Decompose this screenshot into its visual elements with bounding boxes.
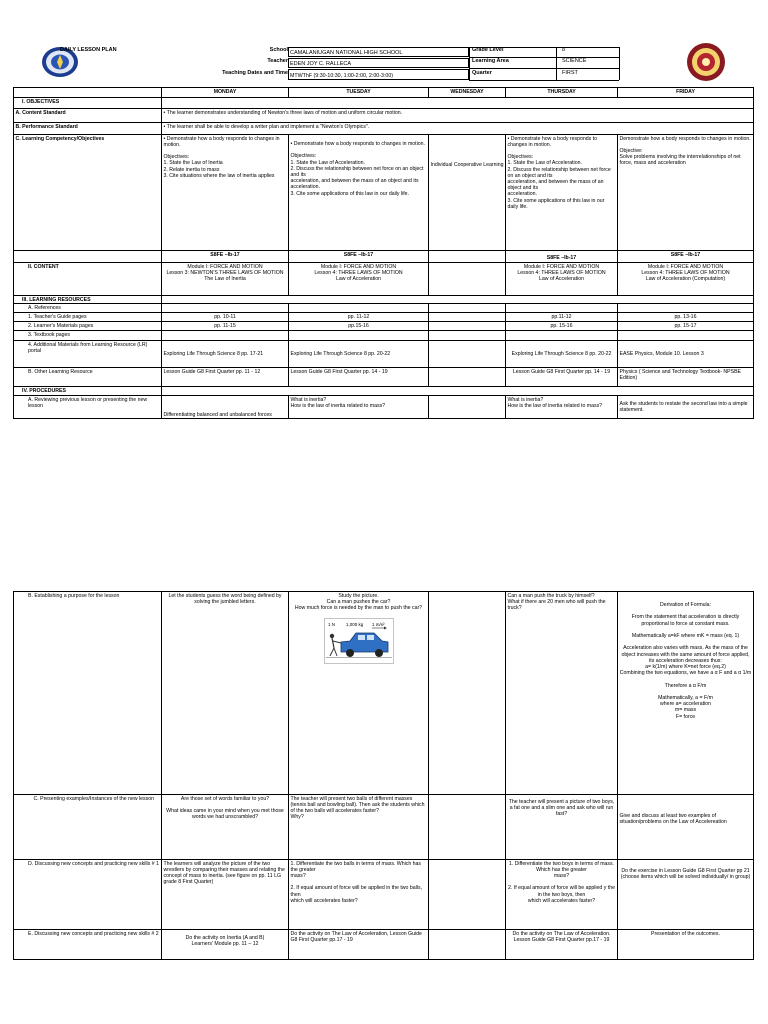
- tg-label: 1. Teacher's Guide pages: [14, 313, 162, 322]
- references-label: A. References: [14, 304, 162, 313]
- content-heading: II. CONTENT: [14, 263, 162, 296]
- content-friday: Module I: FORCE AND MOTION Lesson 4: THREE LAWS OF MOTION Law of Acceleration (Computation): [618, 263, 754, 296]
- competency-label: C. Learning Competency/Objectives: [14, 135, 162, 251]
- code-friday: S8FE –Ib-17: [618, 251, 754, 263]
- performance-standard-label: B. Performance Standard: [14, 123, 162, 135]
- competency-thursday: • Demonstrate how a body responds to changes in motion. Objectives: 1. State the Law of Acceleration. 2. Discuss the relationship between net force on an object and its acceleration, and between the mass of an object and its acceleration. 3. Cite some applications of this law in our daily life.: [506, 135, 618, 251]
- code-tuesday: S8FE –Ib-17: [289, 251, 429, 263]
- proc-e-tuesday: Do the activity on The Law of Acceleration, Lesson Guide G8 First Quarter pp.17 - 19: [289, 930, 429, 960]
- proc-b-tuesday: Study the picture. Can a man pushes the car? How much force is needed by the man to push the car?: [294, 592, 423, 611]
- day-header-tuesday: TUESDAY: [289, 88, 429, 98]
- additional-monday: Exploring Life Through Science 8 pp. 17-21: [162, 341, 289, 368]
- car-speed-label: 1 m/s²: [371, 622, 385, 628]
- competency-wednesday: Individual Cooperative Learning: [429, 135, 506, 251]
- other-monday: Lesson Guide G8 First Quarter pp. 11 - 12: [162, 368, 289, 387]
- lm-monday: pp. 11-15: [162, 322, 289, 331]
- proc-a-thursday: What is inertia? How is the law of inertia related to mass?: [506, 396, 618, 419]
- teacher-value: EDEN JOY C. RALLECA: [288, 58, 469, 68]
- other-tuesday: Lesson Guide G8 First Quarter pp. 14 - 19: [289, 368, 429, 387]
- proc-d-monday: The learners will analyze the picture of the two wrestlers by comparing their masses and relating the concept of mass to inertia. (see figure on pp. 11 LG grade 8 First Quarter): [162, 860, 289, 930]
- lm-label: 2. Learner's Materials pages: [14, 322, 162, 331]
- proc-b-monday: Let the students guess the word being defined by solving the jumbled letters.: [162, 592, 289, 795]
- proc-c-friday: Give and discuss at least two examples of situation/problems on the Law of Accelereation: [618, 795, 754, 860]
- lesson-plan-table-top: [13, 87, 754, 419]
- car-force-label: 1 N: [327, 622, 335, 628]
- man-pushing-car-image: [324, 618, 394, 664]
- proc-a-monday: Differentiating balanced and unbalanced forces: [162, 396, 289, 419]
- tg-friday: pp. 13-16: [618, 313, 754, 322]
- proc-d-thursday: 1. Differentiate the two boys in terms of mass. Which has the greater mass? 2. If equal amount of force will be applied y the in the two boys, then which will accelerates faster?: [506, 860, 618, 930]
- objectives-heading: I. OBJECTIVES: [14, 98, 162, 109]
- proc-b-tuesday-cell: [289, 592, 429, 795]
- proc-a-label: A. Reviewing previous lesson or presenting the new lesson: [14, 396, 162, 419]
- resources-heading: III. LEARNING RESOURCES: [14, 296, 162, 304]
- additional-friday: EASE Physics, Module 10. Lesson 3: [618, 341, 754, 368]
- proc-d-friday: Do the exercise in Lesson Guide G8 First Quarter pp 21 (choose items which will be solved individually/ in group): [618, 860, 754, 930]
- day-header-wednesday: WEDNESDAY: [429, 88, 506, 98]
- proc-a-tuesday: What is inertia? How is the law of inertia related to mass?: [289, 396, 429, 419]
- teacher-label: Teacher: [267, 58, 288, 64]
- lm-friday: pp. 15-17: [618, 322, 754, 331]
- other-resource-label: B. Other Learning Resource: [14, 368, 162, 387]
- content-standard-text: • The learner demonstrates understanding of Newton's three laws of motion and uniform circular motion.: [162, 109, 754, 123]
- grade-label: Grade Level: [472, 47, 504, 53]
- additional-label: 4. Additional Materials from Learning Resource (LR) portal: [14, 341, 162, 368]
- dates-value: MTWThF (9:30-10:30, 1:00-2:00, 2:00-3:00): [288, 69, 469, 80]
- dates-label: Teaching Dates and Time: [222, 70, 288, 76]
- additional-tuesday: Exploring Life Through Science 8 pp. 20-22: [289, 341, 429, 368]
- proc-e-monday: Do the activity on Inertia (A and B) Learners' Module pp. 11 – 12: [162, 930, 289, 960]
- additional-thursday: Exploring Life Through Science 8 pp. 20-22: [506, 341, 618, 368]
- proc-b-thursday: Can a man push the truck by himself? What if there are 20 men who will push the truck?: [506, 592, 618, 795]
- proc-e-friday: Presentation of the outcomes.: [618, 930, 754, 960]
- proc-c-monday: Are those set of words familiar to you? What ideas came in your mind when you met those words we had unscrambled?: [162, 795, 289, 860]
- proc-b-friday: Derivation of Formula: From the statement that acceleration is directly proportional to force at constant mass. Mathematically a=kF where mK = mass (eq. 1) Acceleration also varies with mass. As the mass of the object increases with the same amount of force applied, its acceleration decreases thus: a= k(1/m) where K=net force (eq.2) Combining the two equations, we have a α F and a α 1/m Therefore a α F/m Mathematically, a = F/m where a= acceleration m= mass F= force: [618, 592, 754, 795]
- code-thursday: S8FE –Ib-17: [506, 251, 618, 263]
- content-monday: Module I: FORCE AND MOTION Lesson 3: NEWTON'S THREE LAWS OF MOTION The Law of Inertia: [162, 263, 289, 296]
- day-header-monday: MONDAY: [162, 88, 289, 98]
- competency-tuesday: • Demonstrate how a body responds to changes in motion. Objectives: 1. State the Law of Acceleration. 2. Discuss the relationship between net force on an object and its acceleration, and between the mass of an object and its acceleration. 3. Cite some applications of this law in our daily life.: [289, 135, 429, 251]
- code-monday: S8FE –Ib-17: [162, 251, 289, 263]
- content-standard-label: A. Content Standard: [14, 109, 162, 123]
- lm-tuesday: pp.15-16: [289, 322, 429, 331]
- day-header-friday: FRIDAY: [618, 88, 754, 98]
- tg-tuesday: pp. 11-12: [289, 313, 429, 322]
- area-label: Learning Area: [472, 58, 509, 64]
- tg-thursday: pp.11-12: [506, 313, 618, 322]
- other-thursday: Lesson Guide G8 First Quarter pp. 14 - 19: [506, 368, 618, 387]
- proc-e-label: E. Discussing new concepts and practicing new skills # 2: [14, 930, 162, 960]
- content-thursday: Module I: FORCE AND MOTION Lesson 4: THREE LAWS OF MOTION Law of Acceleration: [506, 263, 618, 296]
- school-seal-logo: [685, 42, 727, 82]
- proc-b-label: B. Establishing a purpose for the lesson: [14, 592, 162, 795]
- area-value: SCIENCE: [562, 58, 587, 64]
- proc-c-thursday: The teacher will present a picture of two boys, a fat one and a slim one and ask who will run fast?: [506, 795, 618, 860]
- proc-a-friday: Ask the students to restate the second law into a simple statement.: [618, 396, 754, 419]
- proc-d-tuesday: 1. Differentiate the two balls in terms of mass. Which has the greater mass? 2. If equal amount of force will be applied in the two balls, then which will accelerates faster?: [289, 860, 429, 930]
- proc-c-label: C. Presenting examples/Instances of the new lesson: [14, 795, 162, 860]
- school-label: School: [269, 47, 288, 53]
- quarter-value: FIRST: [562, 70, 578, 76]
- competency-monday: • Demonstrate how a body responds to changes in motion. Objectives: 1. State the Law of Inertia 2. Relate inertia to mass 3. Cite situations where the law of inertia applies: [162, 135, 289, 251]
- school-value: CAMALANIUGAN NATIONAL HIGH SCHOOL: [288, 47, 469, 57]
- lesson-plan-table-bottom: [13, 591, 754, 960]
- content-tuesday: Module I: FORCE AND MOTION Lesson 4: THREE LAWS OF MOTION Law of Acceleration: [289, 263, 429, 296]
- lm-thursday: pp. 15-16: [506, 322, 618, 331]
- grade-value: 8: [562, 47, 566, 53]
- proc-e-thursday: Do the activity on The Law of Acceleration. Lesson Guide G8 First Quarter pp.17 - 19: [506, 930, 618, 960]
- textbook-label: 3. Textbook pages: [14, 331, 162, 341]
- tg-monday: pp. 10-11: [162, 313, 289, 322]
- other-friday: Physics ( Science and Technology Textbook- NPSBE Edition): [618, 368, 754, 387]
- car-mass-label: 1,000 kg: [345, 622, 363, 628]
- quarter-label: Quarter: [472, 70, 492, 76]
- performance-standard-text: • The learner shall be able to develop a writer plan and implement a "Newton's Olympics".: [162, 123, 754, 135]
- competency-friday: Demonstrate how a body responds to changes in motion. Objective: Solve problems involving the interrelationships of net force, mass and acceleration: [618, 135, 754, 251]
- plan-title: DAILY LESSON PLAN: [60, 47, 117, 53]
- proc-c-tuesday: The teacher will present two balls of different masses (tennis ball and bowling ball). Then ask the students which of the two balls will accelerates faster? Why?: [289, 795, 429, 860]
- proc-d-label: D. Discussing new concepts and practicing new skills # 1: [14, 860, 162, 930]
- day-header-thursday: THURSDAY: [506, 88, 618, 98]
- procedures-heading: IV. PROCEDURES: [14, 387, 162, 396]
